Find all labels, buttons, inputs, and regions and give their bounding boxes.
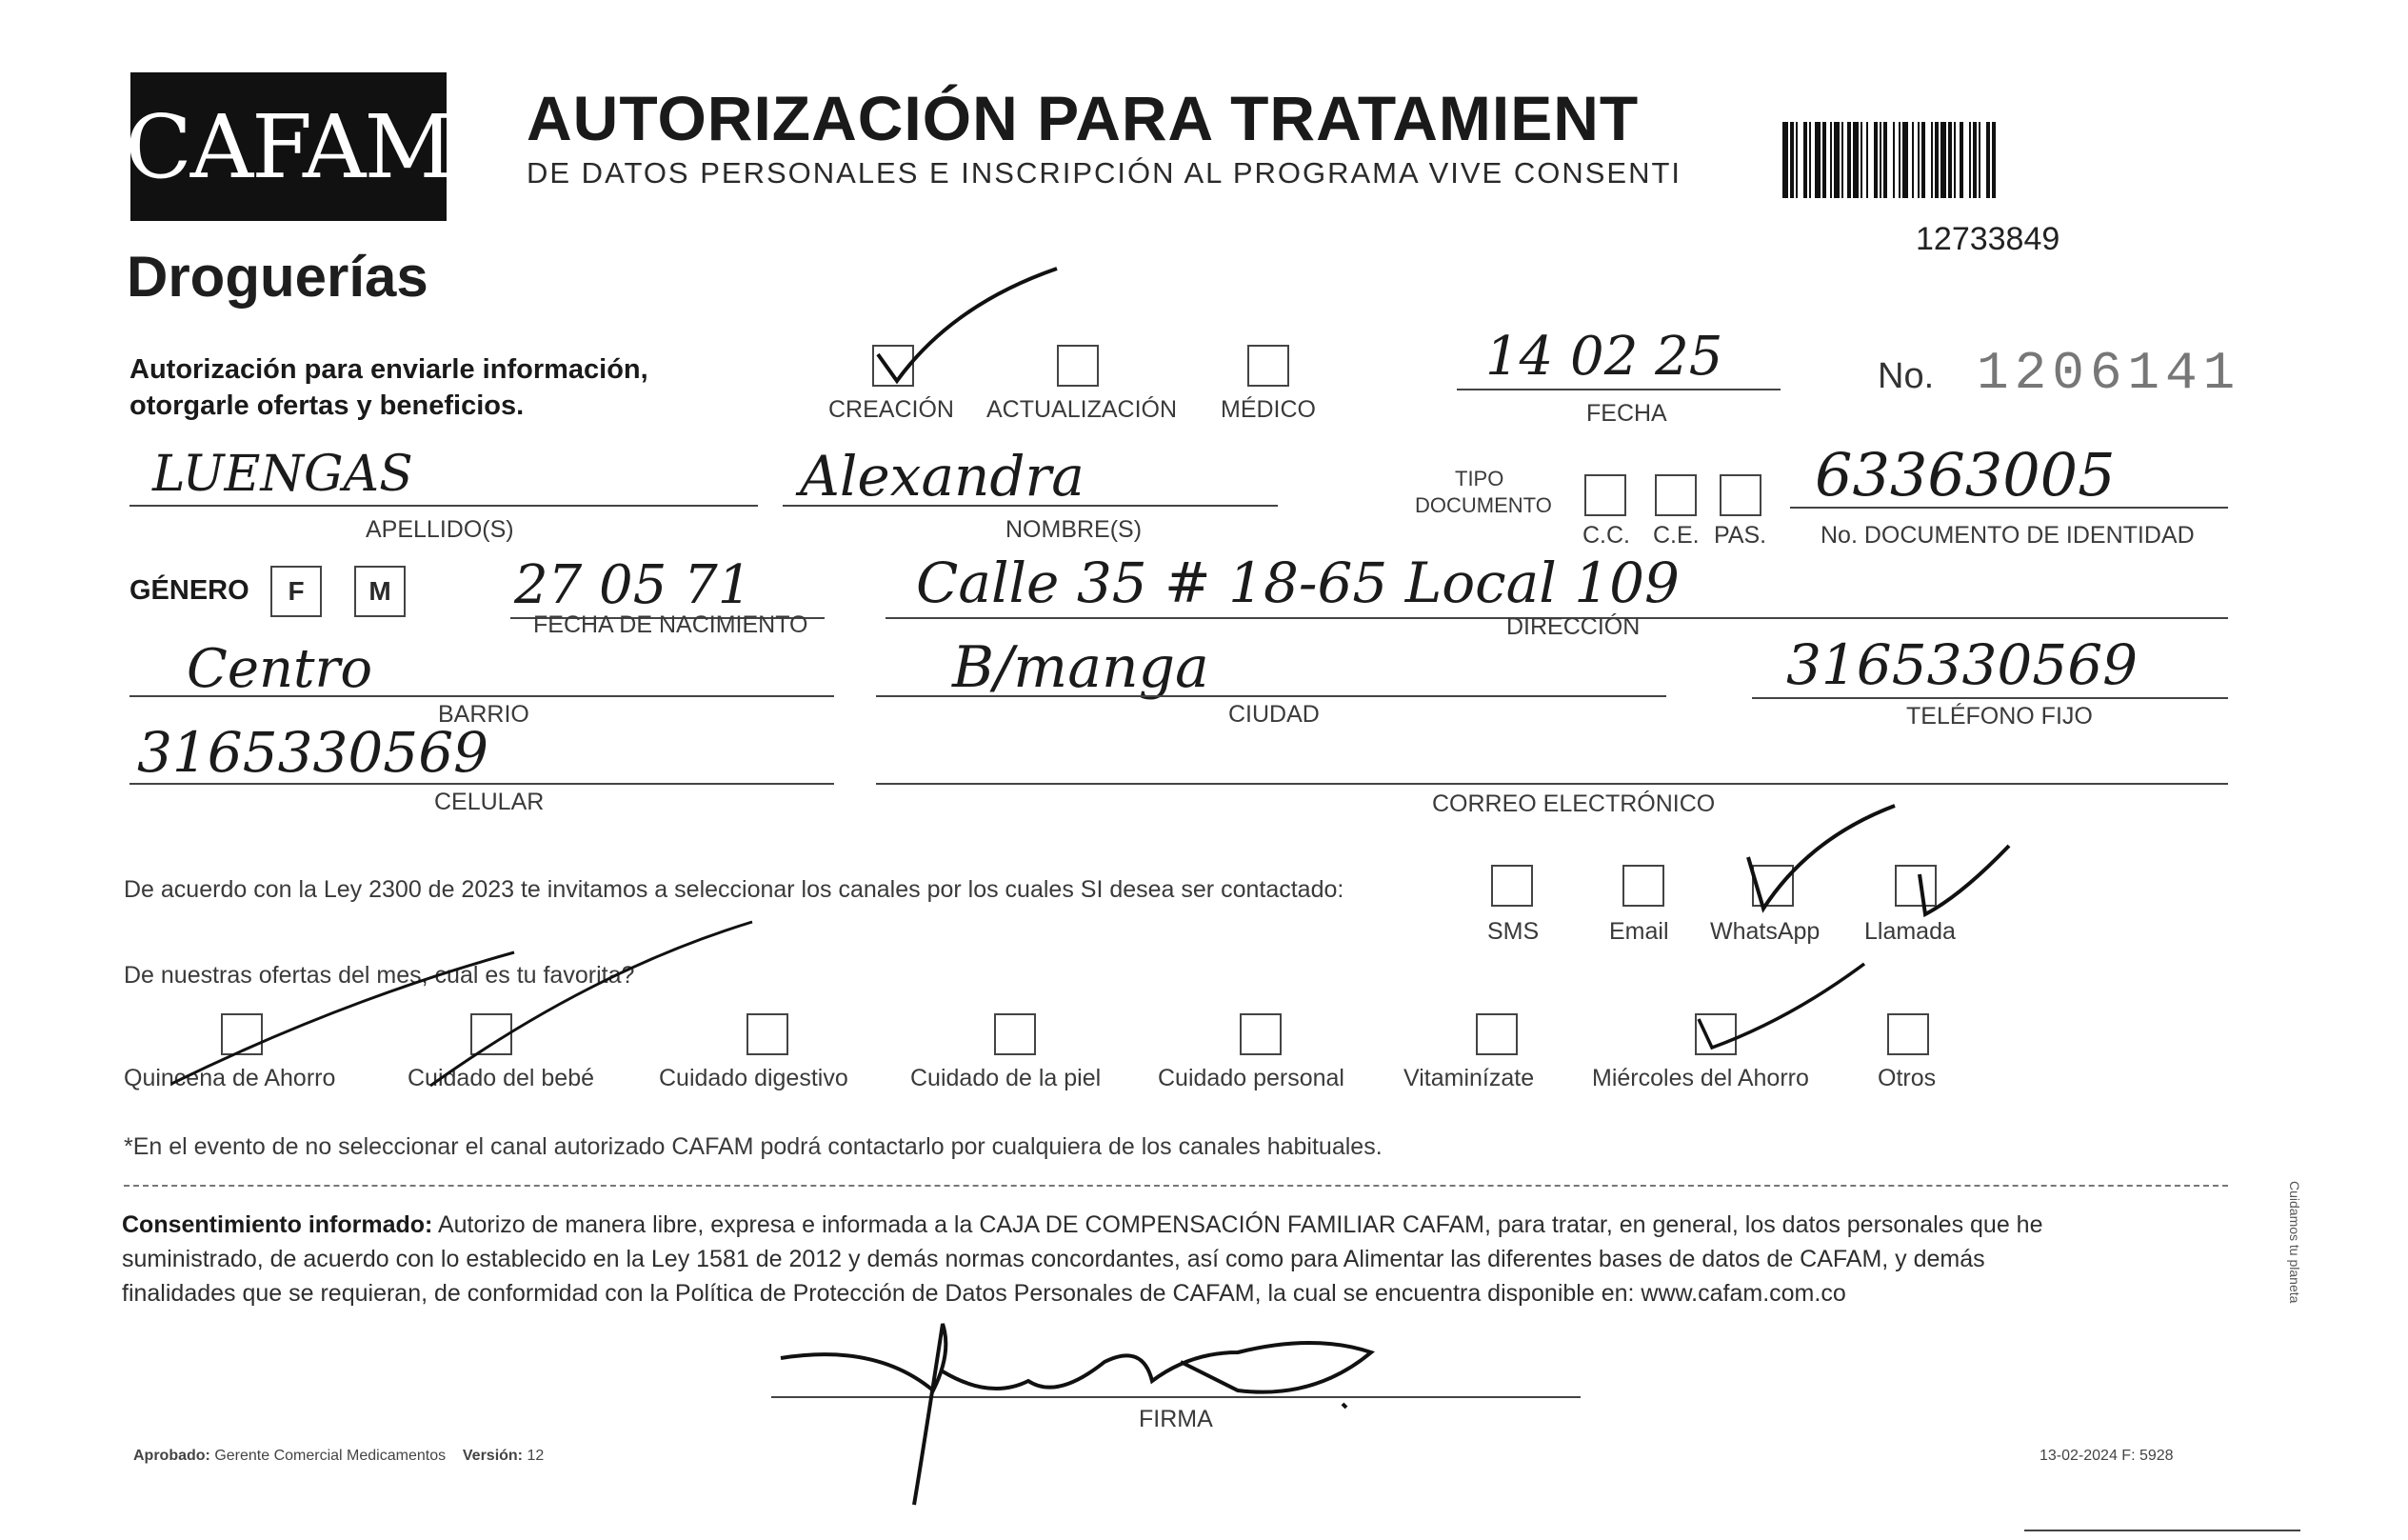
checkbox-sms[interactable] [1491, 865, 1533, 907]
label-whatsapp: WhatsApp [1710, 918, 1821, 945]
channels-prompt: De acuerdo con la Ley 2300 de 2023 te invitamos a seleccionar los canales por los cuales SI desea ser contactado: [124, 876, 1344, 903]
label-email: Email [1609, 918, 1669, 945]
no-value: 1206141 [1977, 343, 2241, 404]
bottom-right-line [2024, 1530, 2300, 1531]
divider [124, 1185, 2228, 1187]
nacimiento-label: FECHA DE NACIMIENTO [533, 611, 808, 638]
checkbox-ce[interactable] [1655, 474, 1697, 516]
doc-number-line [1790, 507, 2228, 509]
telefono-line [1752, 697, 2228, 699]
consent-line3: finalidades que se requieran, de conformidad con la Política de Protección de Datos Personales de CAFAM, la cual se encuentra disponible en: www.cafam.com.co [122, 1280, 1846, 1307]
checkbox-quincena[interactable] [221, 1013, 263, 1055]
signature-line[interactable] [771, 1396, 1581, 1398]
checkbox-personal[interactable] [1240, 1013, 1282, 1055]
nombre-line [783, 505, 1278, 507]
checkbox-pas[interactable] [1720, 474, 1761, 516]
checkbox-bebe[interactable] [470, 1013, 512, 1055]
direccion-label: DIRECCIÓN [1506, 613, 1641, 640]
document-title: AUTORIZACIÓN PARA TRATAMIENT [527, 83, 1640, 153]
label-creacion: CREACIÓN [828, 396, 954, 423]
apellido-label: APELLIDO(S) [366, 516, 514, 543]
ciudad-value[interactable]: B/manga [952, 634, 1209, 701]
checkbox-medico[interactable] [1247, 345, 1289, 387]
apellido-line [129, 505, 758, 507]
label-llamada: Llamada [1864, 918, 1956, 945]
label-cc: C.C. [1582, 522, 1630, 549]
label-pas: PAS. [1714, 522, 1767, 549]
aprobado-label: Aprobado: [133, 1448, 210, 1464]
checkbox-email[interactable] [1622, 865, 1664, 907]
apellido-value[interactable]: LUENGAS [152, 446, 413, 503]
correo-line[interactable] [876, 783, 2228, 785]
fecha-value[interactable]: 14 02 25 [1485, 326, 1723, 388]
label-quincena: Quincena de Ahorro [124, 1065, 336, 1091]
label-ce: C.E. [1653, 522, 1700, 549]
fecha-label: FECHA [1586, 400, 1667, 427]
nacimiento-value[interactable]: 27 05 71 [514, 554, 752, 616]
checkbox-cc[interactable] [1584, 474, 1626, 516]
checkbox-llamada[interactable] [1895, 865, 1937, 907]
checkbox-actualizacion[interactable] [1057, 345, 1099, 387]
telefono-label: TELÉFONO FIJO [1906, 703, 2093, 730]
barcode [1782, 122, 2158, 198]
cafam-logo [125, 72, 452, 221]
channels-note: *En el evento de no seleccionar el canal autorizado CAFAM podrá contactarlo por cualquiera de los canales habituales. [124, 1133, 1383, 1160]
fecha-line [1457, 389, 1781, 390]
consent-text-1: Autorizo de manera libre, expresa e informada a la CAJA DE COMPENSACIÓN FAMILIAR CAFAM, para tratar, en general, los datos personales que he [437, 1211, 2043, 1238]
checkbox-creacion[interactable] [872, 345, 914, 387]
version-label: Versión: [462, 1448, 524, 1464]
checkbox-genero-f[interactable]: F [270, 566, 322, 617]
telefono-value[interactable]: 3165330569 [1786, 632, 2139, 697]
aprobado-value: Gerente Comercial Medicamentos [214, 1448, 447, 1464]
correo-label: CORREO ELECTRÓNICO [1432, 790, 1716, 817]
checkbox-digestivo[interactable] [746, 1013, 788, 1055]
label-medico: MÉDICO [1221, 396, 1316, 423]
checkbox-otros[interactable] [1887, 1013, 1929, 1055]
strike-offers-2 [430, 922, 752, 1086]
label-bebe: Cuidado del bebé [408, 1065, 594, 1091]
celular-line [129, 783, 834, 785]
consent-label: Consentimiento informado: [122, 1211, 433, 1238]
consent-line1 [122, 1208, 2042, 1242]
auth-intro-line2: otorgarle ofertas y beneficios. [129, 390, 525, 421]
brand-subtitle: Droguerías [127, 245, 428, 309]
label-sms: SMS [1487, 918, 1540, 945]
celular-label: CELULAR [434, 789, 545, 815]
auth-intro-line1: Autorización para enviarle información, [129, 354, 648, 385]
label-actualizacion: ACTUALIZACIÓN [986, 396, 1178, 423]
label-vitaminizate: Vitaminízate [1403, 1065, 1535, 1091]
nombre-value[interactable]: Alexandra [800, 444, 1085, 509]
tipo-doc-label-2: DOCUMENTO [1415, 493, 1552, 517]
ciudad-line [876, 695, 1666, 697]
checkbox-genero-m[interactable]: M [354, 566, 406, 617]
firma-label: FIRMA [1139, 1406, 1213, 1432]
consent-line2: suministrado, de acuerdo con lo establecido en la Ley 1581 de 2012 y demás normas concordantes, así como para Alimentar las diferentes bases de datos de CAFAM, y demás [122, 1246, 1985, 1272]
checkbox-piel[interactable] [994, 1013, 1036, 1055]
version-value: 12 [527, 1448, 545, 1464]
label-piel: Cuidado de la piel [910, 1065, 1102, 1091]
genero-label: GÉNERO [129, 575, 249, 606]
nombre-label: NOMBRE(S) [1005, 516, 1143, 543]
barrio-line [129, 695, 834, 697]
ciudad-label: CIUDAD [1228, 701, 1320, 728]
doc-number-label: No. DOCUMENTO DE IDENTIDAD [1821, 522, 2195, 549]
doc-number-value[interactable]: 63363005 [1815, 440, 2116, 510]
label-personal: Cuidado personal [1158, 1065, 1344, 1091]
direccion-value[interactable]: Calle 35 # 18-65 Local 109 [916, 550, 1680, 615]
side-text: Cuidamos tu planeta [2287, 1181, 2302, 1304]
celular-value[interactable]: 3165330569 [137, 720, 489, 785]
checkbox-whatsapp[interactable] [1752, 865, 1794, 907]
footer-date-code: 13-02-2024 F: 5928 [2040, 1448, 2174, 1464]
tipo-doc-label-1: TIPO [1455, 467, 1504, 490]
checkbox-miercoles[interactable] [1695, 1013, 1737, 1055]
barrio-value[interactable]: Centro [187, 638, 373, 700]
barrio-label: BARRIO [438, 701, 529, 728]
logo-text: CAFAM [125, 95, 452, 198]
label-digestivo: Cuidado digestivo [659, 1065, 848, 1091]
offers-prompt: De nuestras ofertas del mes, cual es tu favorita? [124, 962, 635, 989]
barcode-number: 12733849 [1916, 221, 2060, 257]
document-subtitle: DE DATOS PERSONALES E INSCRIPCIÓN AL PROGRAMA VIVE CONSENTI [527, 156, 1682, 190]
handwritten-signature [781, 1324, 1371, 1505]
label-miercoles: Miércoles del Ahorro [1592, 1065, 1809, 1091]
no-label: No. [1878, 356, 1935, 396]
footer-left [133, 1448, 544, 1465]
label-otros: Otros [1878, 1065, 1937, 1091]
checkbox-vitaminizate[interactable] [1476, 1013, 1518, 1055]
barcode-stripe [1996, 122, 1998, 198]
